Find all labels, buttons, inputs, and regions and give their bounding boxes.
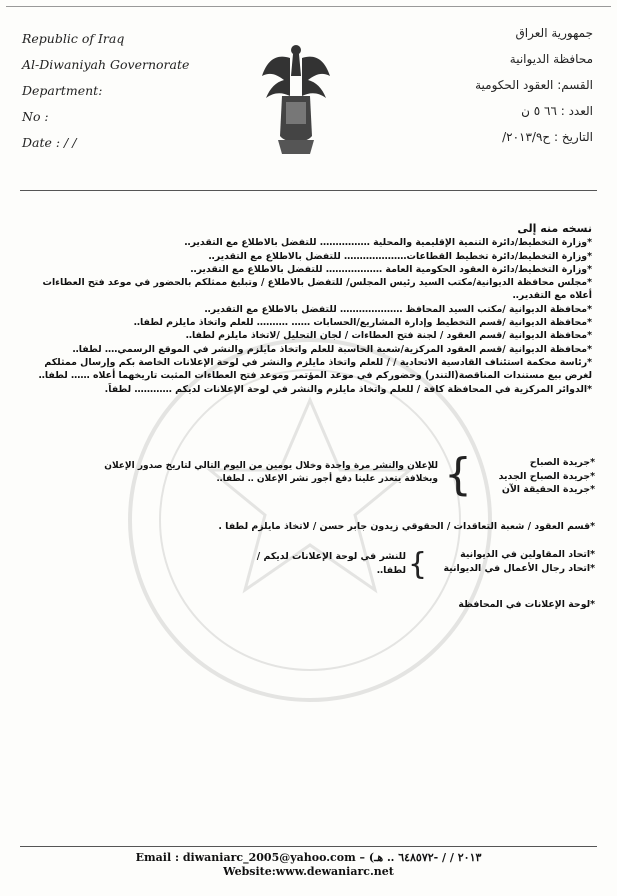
recipient-line: *وزارة التخطيط/دائرة تخطيط القطاعات‥‥‥‥‥‥‥‥‥‥ للتفضل بالاطلاع مع التقدير‥ — [208, 250, 592, 262]
newspaper-item: *جريدة الصباح الجديد — [498, 470, 595, 482]
recipient-line: *مجلس محافظة الديوانية/مكتب السيد رئيس المجلس/ للتفضل بالاطلاع / وتبليغ ممثلكم بالحضور في موعد فتح العطاءات أعلاه مع التقدير‥ — [42, 277, 592, 302]
page-edge — [6, 6, 611, 7]
newspapers-list — [465, 456, 595, 497]
brace-icon: { — [408, 547, 428, 582]
recipient-line: *الدوائر المركزية في المحافظة كافة / للعلم واتخاذ مايلزم والنشر في لوحة الإعلانات لديكم ‥‥‥‥‥‥ لطفاً. — [104, 383, 592, 395]
union-item: *اتحاد رجال الأعمال في الديوانية — [443, 562, 595, 574]
eagle-emblem-icon — [260, 36, 332, 166]
country-en: Republic of Iraq — [22, 31, 125, 46]
unions-note: للنشر في لوحة الإعلانات لديكم / لطفا‥ — [256, 551, 406, 576]
footer-divider — [20, 846, 597, 847]
department-ar: القسم: العقود الحكومية — [475, 78, 593, 92]
recipient-line: *محافظة الديوانية /قسم التخطيط وإدارة المشاريع/الحسابات ‥‥‥ ‥‥‥‥‥ للعلم واتخاذ مايلزم لطفا‥ — [133, 317, 592, 329]
unions-list — [425, 548, 595, 575]
header-right-block — [393, 20, 593, 150]
department-en: Department: — [22, 83, 103, 98]
union-item: *اتحاد المقاولين في الديوانية — [460, 549, 595, 560]
footer-email: Email : diwaniarc_2005@yahoo.com – (٢٠١٣ / / -٦٤٨٥٧٢ ‥ هـ — [135, 851, 482, 864]
header-left-block — [22, 26, 222, 156]
board-line: *لوحة الإعلانات في المحافظة — [458, 599, 595, 610]
header-divider — [20, 190, 597, 191]
distribution-list — [20, 222, 592, 396]
footer-website: Website:www.dewaniarc.net — [223, 865, 394, 878]
number-ar: العدد : ٦٦ ٥ ن — [521, 104, 593, 118]
recipient-line: *رئاسة محكمة استئناف القادسية الاتحادية / / للعلم واتخاذ مايلزم والنشر في لوحة الإعلانات الخاصة بكم وإرسال ممثلكم لغرض بيع مستندات المناقصة(التندر) وحضوركم في موعد المؤتمر وموعد فتح العطاءات المثبت تاريخهما أعلاه ‥‥‥ لطفا‥ — [38, 356, 592, 382]
copy-to-title: نسخه منه إلى — [517, 222, 592, 235]
governorate-ar: محافظة الديوانية — [509, 52, 593, 66]
recipient-line: *وزارة التخطيط/دائرة العقود الحكومية العامة ‥‥‥‥‥‥‥‥‥ للتفضل بالاطلاع مع التقدير‥ — [190, 263, 592, 275]
country-ar: جمهورية العراق — [515, 26, 593, 40]
newspaper-item: *جريدة الصباح — [529, 457, 595, 468]
contracts-line: *قسم العقود / شعبة التعاقدات / الحقوقي زيدون جابر حسن / لاتخاذ مايلزم لطفا . — [218, 521, 595, 532]
brace-icon: { — [444, 449, 472, 500]
date-en: Date : / / — [22, 135, 77, 150]
governorate-en: Al-Diwaniyah Governorate — [22, 57, 190, 72]
recipient-line: *محافظة الديوانية /قسم العقود المركزية/شعبة الحاسبة للعلم واتخاذ مايلزم والنشر في الموقع الرسمي‥‥ لطفا‥ — [72, 343, 592, 355]
date-ar: التاريخ : ح٢٠١٣/٩/ — [502, 130, 593, 144]
footer — [0, 851, 617, 879]
recipient-line: *وزارة التخطيط/دائرة التنمية الإقليمية والمحلية ‥‥‥‥‥‥‥‥ للتفضل بالاطلاع مع التقدير‥ — [184, 237, 592, 249]
number-en: No : — [22, 109, 49, 124]
recipient-line: *محافظة الديوانية /مكتب السيد المحافظ ‥‥‥‥‥‥‥‥‥‥ للتفضل بالاطلاع مع التقدير‥ — [204, 303, 592, 315]
recipient-line: *محافظة الديوانية /قسم العقود / لجنة فتح العطاءات / لجان التحليل /لاتخاذ مايلزم لطفا‥ — [185, 330, 592, 342]
newspaper-item: *جريدة الحقيقة الآن — [501, 484, 595, 495]
newspapers-note: للإعلان والنشر مرة واحدة وخلال يومين من اليوم التالي لتاريخ صدور الإعلان وبخلافة يتعذر علينا دفع أجور نشر الإعلان ‥ لطفا‥ — [104, 461, 438, 484]
